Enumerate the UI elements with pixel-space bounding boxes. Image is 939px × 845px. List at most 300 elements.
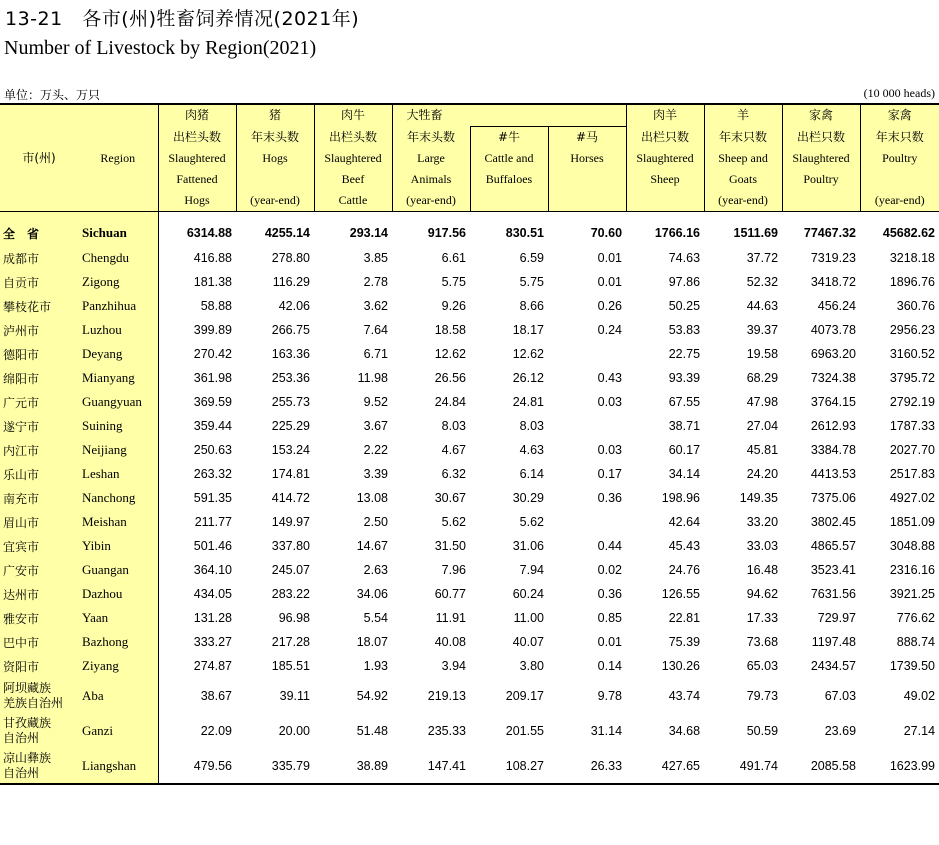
header-cattle-l5 bbox=[470, 190, 548, 212]
cell-city: 雅安市 bbox=[0, 606, 78, 630]
cell-value: 3.80 bbox=[519, 659, 544, 673]
cell-value: 3.94 bbox=[441, 659, 466, 673]
cell-value: 13.08 bbox=[356, 491, 388, 505]
header-fattened-hogs-l1: 肉猪 bbox=[158, 104, 236, 127]
cell-value: 0.24 bbox=[597, 323, 623, 337]
cell-region: Luzhou bbox=[78, 318, 158, 342]
page-title-cn: 13-21 各市(州)牲畜饲养情况(2021年) bbox=[5, 8, 360, 30]
cell-value: 24.20 bbox=[746, 467, 779, 481]
table-row bbox=[0, 438, 939, 462]
cell-value: 96.98 bbox=[278, 611, 310, 625]
header-horses-l5 bbox=[548, 190, 626, 212]
cell-value: 44.63 bbox=[746, 299, 779, 313]
cell-region: Yaan bbox=[78, 606, 158, 630]
header-fattened-hogs-l5: Hogs bbox=[158, 190, 236, 212]
cell-value: 5.62 bbox=[519, 515, 544, 529]
cell-value: 45.43 bbox=[668, 539, 701, 553]
cell-value: 51.48 bbox=[356, 723, 388, 738]
cell-value: 3384.78 bbox=[810, 443, 857, 457]
cell-value: 830.51 bbox=[505, 226, 544, 240]
header-sheep-sl-l3: Slaughtered bbox=[626, 148, 704, 169]
cell-value: 3.39 bbox=[363, 467, 388, 481]
cell-value: 11.91 bbox=[435, 611, 466, 625]
table-row bbox=[0, 510, 939, 534]
cell-city bbox=[0, 748, 78, 784]
cell-value: 34.68 bbox=[668, 723, 701, 738]
cell-value: 108.27 bbox=[470, 748, 548, 784]
header-cattle-l2: #牛 bbox=[470, 127, 548, 149]
cell-region: Guangan bbox=[78, 558, 158, 582]
header-poultry-sl-l1: 家禽 bbox=[782, 104, 860, 127]
cell-city: 攀枝花市 bbox=[0, 294, 78, 318]
cell-value: 149.35 bbox=[739, 491, 779, 505]
cell-value: 181.38 bbox=[193, 275, 232, 289]
header-horses-l4 bbox=[548, 169, 626, 190]
cell-value: 38.89 bbox=[314, 748, 392, 784]
table-row bbox=[0, 534, 939, 558]
cell-value: 266.75 bbox=[271, 323, 310, 337]
cell-value: 3802.45 bbox=[810, 515, 857, 529]
cell-value: 50.59 bbox=[746, 723, 779, 738]
cell-value: 7324.38 bbox=[810, 371, 857, 385]
cell-value: 1197.48 bbox=[811, 635, 857, 649]
header-sheep-sl-l2: 出栏只数 bbox=[626, 127, 704, 149]
cell-value: 250.63 bbox=[193, 443, 232, 457]
cell-value: 333.27 bbox=[193, 635, 232, 649]
cell-value: 6.59 bbox=[519, 251, 544, 265]
cell-value: 1739.50 bbox=[889, 659, 936, 673]
header-poultry-l3: Poultry bbox=[860, 148, 939, 169]
cell-value: 217.28 bbox=[271, 635, 310, 649]
table-header bbox=[0, 104, 939, 212]
cell-value: 31.14 bbox=[590, 723, 623, 738]
cell-value: 40.08 bbox=[434, 635, 466, 649]
cell-value: 37.72 bbox=[746, 251, 779, 265]
cell-city: 南充市 bbox=[0, 486, 78, 510]
cell-value: 0.14 bbox=[597, 659, 623, 673]
cell-city-line1: 阿坝藏族 bbox=[3, 680, 52, 695]
cell-value: 6.32 bbox=[441, 467, 466, 481]
cell-value: 30.29 bbox=[512, 491, 544, 505]
cell-value: 17.33 bbox=[746, 611, 779, 625]
cell-value: 7375.06 bbox=[810, 491, 857, 505]
table-row bbox=[0, 748, 939, 784]
cell-value: 79.73 bbox=[746, 688, 779, 703]
cell-value: 9.78 bbox=[597, 688, 623, 703]
cell-value: 153.24 bbox=[271, 443, 310, 457]
cell-city: 广安市 bbox=[0, 558, 78, 582]
table-row bbox=[0, 713, 939, 748]
cell-value: 16.48 bbox=[746, 563, 779, 577]
cell-value: 7.64 bbox=[363, 323, 388, 337]
cell-value: 24.84 bbox=[434, 395, 466, 409]
cell-value: 26.56 bbox=[434, 371, 466, 385]
cell-value: 0.85 bbox=[597, 611, 623, 625]
cell-value: 40.07 bbox=[512, 635, 544, 649]
cell-value: 7.94 bbox=[519, 563, 544, 577]
cell-region: Nanchong bbox=[78, 486, 158, 510]
cell-region: Neijiang bbox=[78, 438, 158, 462]
cell-value: 1896.76 bbox=[889, 275, 936, 289]
cell-value: 5.54 bbox=[363, 611, 388, 625]
table-row bbox=[0, 462, 939, 486]
cell-value: 73.68 bbox=[746, 635, 779, 649]
header-poultry-sl-l5 bbox=[782, 190, 860, 212]
header-fattened-hogs-l3: Slaughtered bbox=[158, 148, 236, 169]
cell-value: 6.61 bbox=[441, 251, 466, 265]
header-poultry-sl-l4: Poultry bbox=[782, 169, 860, 190]
cell-value: 434.05 bbox=[193, 587, 232, 601]
cell-value: 8.03 bbox=[441, 419, 466, 433]
table-row bbox=[0, 654, 939, 678]
unit-label-cn: 单位：万头、万只 bbox=[4, 88, 101, 102]
cell-value: 3921.25 bbox=[889, 587, 936, 601]
cell-value: 22.81 bbox=[668, 611, 701, 625]
cell-value bbox=[548, 342, 626, 366]
cell-value: 2316.16 bbox=[889, 563, 936, 577]
cell-value: 18.07 bbox=[356, 635, 388, 649]
cell-value: 185.51 bbox=[271, 659, 310, 673]
header-fattened-hogs-l4: Fattened bbox=[158, 169, 236, 190]
cell-city: 达州市 bbox=[0, 582, 78, 606]
cell-value: 0.17 bbox=[597, 467, 623, 481]
cell-value: 235.33 bbox=[427, 723, 466, 738]
cell-value: 34.14 bbox=[668, 467, 701, 481]
cell-city bbox=[0, 713, 78, 748]
cell-city-line2: 自治州 bbox=[3, 730, 40, 745]
cell-value: 7.96 bbox=[441, 563, 466, 577]
header-sheep-l1: 羊 bbox=[704, 104, 782, 127]
cell-value: 0.36 bbox=[597, 587, 623, 601]
cell-value: 3.67 bbox=[363, 419, 388, 433]
cell-value: 68.29 bbox=[746, 371, 779, 385]
cell-value: 6314.88 bbox=[186, 226, 232, 240]
cell-value: 54.92 bbox=[356, 688, 388, 703]
cell-city: 资阳市 bbox=[0, 654, 78, 678]
cell-city: 泸州市 bbox=[0, 318, 78, 342]
cell-value: 4255.14 bbox=[264, 226, 310, 240]
cell-value: 0.03 bbox=[597, 395, 623, 409]
cell-value: 4865.57 bbox=[810, 539, 857, 553]
cell-value: 9.52 bbox=[363, 395, 388, 409]
cell-value: 4413.53 bbox=[810, 467, 857, 481]
cell-value: 2027.70 bbox=[889, 443, 936, 457]
unit-label-en: (10 000 heads) bbox=[863, 86, 935, 100]
cell-value: 3160.52 bbox=[889, 347, 936, 361]
cell-value: 2.50 bbox=[363, 515, 388, 529]
cell-value: 18.17 bbox=[512, 323, 544, 337]
cell-value: 116.29 bbox=[272, 275, 310, 289]
cell-city-line2: 自治州 bbox=[3, 765, 40, 780]
cell-value: 26.12 bbox=[512, 371, 544, 385]
cell-value: 414.72 bbox=[271, 491, 310, 505]
cell-region: Sichuan bbox=[78, 212, 158, 247]
cell-value: 211.77 bbox=[194, 515, 232, 529]
cell-value: 97.86 bbox=[668, 275, 701, 289]
page-title-en: Number of Livestock by Region(2021) bbox=[4, 37, 317, 59]
table-row bbox=[0, 558, 939, 582]
cell-value: 70.60 bbox=[590, 226, 623, 240]
cell-value: 3.62 bbox=[363, 299, 388, 313]
cell-value: 2612.93 bbox=[810, 419, 857, 433]
header-cattle-l3: Cattle and bbox=[470, 148, 548, 169]
cell-region: Bazhong bbox=[78, 630, 158, 654]
cell-value: 27.04 bbox=[746, 419, 779, 433]
cell-value: 1511.69 bbox=[733, 226, 779, 240]
cell-value: 729.97 bbox=[817, 611, 857, 625]
cell-city-line1: 凉山彝族 bbox=[3, 750, 52, 765]
cell-value: 4.67 bbox=[441, 443, 466, 457]
cell-value: 45682.62 bbox=[882, 226, 936, 240]
cell-city: 自贡市 bbox=[0, 270, 78, 294]
cell-value: 0.03 bbox=[597, 443, 623, 457]
cell-city: 乐山市 bbox=[0, 462, 78, 486]
cell-value: 93.39 bbox=[668, 371, 701, 385]
cell-value: 20.00 bbox=[278, 723, 310, 738]
cell-value: 74.63 bbox=[668, 251, 701, 265]
cell-value: 416.88 bbox=[193, 251, 232, 265]
cell-value: 491.74 bbox=[704, 748, 782, 784]
cell-value: 33.03 bbox=[746, 539, 779, 553]
cell-value: 5.75 bbox=[441, 275, 466, 289]
cell-value: 149.97 bbox=[271, 515, 310, 529]
cell-region: Aba bbox=[78, 678, 158, 713]
cell-value: 9.26 bbox=[441, 299, 466, 313]
header-city: 市(州) bbox=[0, 104, 78, 212]
cell-value: 369.59 bbox=[193, 395, 232, 409]
cell-value: 335.79 bbox=[236, 748, 314, 784]
cell-value: 245.07 bbox=[271, 563, 310, 577]
cell-value: 2792.19 bbox=[889, 395, 936, 409]
cell-value: 3418.72 bbox=[810, 275, 857, 289]
cell-region: Mianyang bbox=[78, 366, 158, 390]
cell-value: 0.44 bbox=[597, 539, 623, 553]
cell-value: 49.02 bbox=[903, 688, 936, 703]
header-hogs-l1: 猪 bbox=[236, 104, 314, 127]
cell-value: 361.98 bbox=[193, 371, 232, 385]
cell-value: 22.75 bbox=[668, 347, 701, 361]
header-large-l3: Large bbox=[392, 148, 470, 169]
cell-value bbox=[548, 510, 626, 534]
cell-value: 7319.23 bbox=[810, 251, 857, 265]
cell-value: 2434.57 bbox=[810, 659, 857, 673]
cell-value: 776.62 bbox=[896, 611, 936, 625]
cell-value: 1851.09 bbox=[889, 515, 936, 529]
cell-value: 52.32 bbox=[746, 275, 779, 289]
cell-value: 4073.78 bbox=[810, 323, 857, 337]
cell-city: 广元市 bbox=[0, 390, 78, 414]
cell-value: 2085.58 bbox=[782, 748, 860, 784]
table-row bbox=[0, 678, 939, 713]
cell-value: 23.69 bbox=[824, 723, 857, 738]
cell-value: 6.14 bbox=[519, 467, 544, 481]
cell-value: 6.71 bbox=[363, 347, 388, 361]
cell-region: Meishan bbox=[78, 510, 158, 534]
cell-value: 47.98 bbox=[746, 395, 779, 409]
cell-value: 19.58 bbox=[746, 347, 779, 361]
cell-city: 遂宁市 bbox=[0, 414, 78, 438]
cell-value: 75.39 bbox=[668, 635, 701, 649]
header-beef-l3: Slaughtered bbox=[314, 148, 392, 169]
cell-city: 眉山市 bbox=[0, 510, 78, 534]
cell-value: 58.88 bbox=[200, 299, 232, 313]
cell-value: 24.76 bbox=[668, 563, 701, 577]
cell-value: 8.03 bbox=[519, 419, 544, 433]
header-sheep-sl-l4: Sheep bbox=[626, 169, 704, 190]
header-poultry-l1: 家禽 bbox=[860, 104, 939, 127]
cell-value: 26.33 bbox=[548, 748, 626, 784]
cell-value: 917.56 bbox=[427, 226, 466, 240]
header-poultry-sl-l2: 出栏只数 bbox=[782, 127, 860, 149]
cell-region: Liangshan bbox=[78, 748, 158, 784]
cell-value: 67.55 bbox=[668, 395, 701, 409]
cell-value: 0.01 bbox=[597, 251, 623, 265]
cell-value: 27.14 bbox=[903, 723, 936, 738]
header-beef-l4: Beef bbox=[314, 169, 392, 190]
cell-value: 39.11 bbox=[279, 688, 310, 703]
cell-value: 5.62 bbox=[441, 515, 466, 529]
cell-value: 3.85 bbox=[363, 251, 388, 265]
cell-value: 219.13 bbox=[427, 688, 466, 703]
cell-value: 163.36 bbox=[271, 347, 310, 361]
cell-city: 巴中市 bbox=[0, 630, 78, 654]
cell-value: 38.67 bbox=[200, 688, 232, 703]
cell-value: 6963.20 bbox=[810, 347, 857, 361]
header-fattened-hogs-l2: 出栏头数 bbox=[158, 127, 236, 149]
cell-city: 绵阳市 bbox=[0, 366, 78, 390]
header-sheep-sl-l5 bbox=[626, 190, 704, 212]
cell-value: 12.62 bbox=[434, 347, 466, 361]
table-row bbox=[0, 630, 939, 654]
cell-value: 255.73 bbox=[271, 395, 310, 409]
cell-value: 209.17 bbox=[505, 688, 544, 703]
cell-value: 253.36 bbox=[271, 371, 310, 385]
table-row bbox=[0, 294, 939, 318]
header-sheep-l3: Sheep and bbox=[704, 148, 782, 169]
cell-value: 53.83 bbox=[668, 323, 701, 337]
cell-value: 131.28 bbox=[193, 611, 232, 625]
header-sheep-l4: Goats bbox=[704, 169, 782, 190]
cell-value: 65.03 bbox=[746, 659, 779, 673]
cell-region: Dazhou bbox=[78, 582, 158, 606]
header-hogs-l2: 年末头数 bbox=[236, 127, 314, 149]
cell-value: 359.44 bbox=[193, 419, 232, 433]
cell-value: 30.67 bbox=[434, 491, 466, 505]
table-row bbox=[0, 246, 939, 270]
cell-value: 399.89 bbox=[193, 323, 232, 337]
cell-value: 7631.56 bbox=[810, 587, 857, 601]
header-sheep-l2: 年末只数 bbox=[704, 127, 782, 149]
cell-value: 337.80 bbox=[271, 539, 310, 553]
cell-region: Guangyuan bbox=[78, 390, 158, 414]
header-hogs-l4 bbox=[236, 169, 314, 190]
header-poultry-sl-l3: Slaughtered bbox=[782, 148, 860, 169]
cell-value bbox=[548, 414, 626, 438]
cell-region: Ganzi bbox=[78, 713, 158, 748]
cell-value: 24.81 bbox=[512, 395, 544, 409]
cell-value: 1766.16 bbox=[654, 226, 701, 240]
cell-value: 3048.88 bbox=[889, 539, 936, 553]
cell-value: 34.06 bbox=[356, 587, 388, 601]
cell-value: 3523.41 bbox=[810, 563, 857, 577]
cell-value: 94.62 bbox=[746, 587, 779, 601]
table-row bbox=[0, 606, 939, 630]
cell-value: 0.02 bbox=[597, 563, 623, 577]
cell-value: 198.96 bbox=[661, 491, 701, 505]
cell-value: 3764.15 bbox=[810, 395, 857, 409]
cell-value: 43.74 bbox=[668, 688, 701, 703]
header-beef-l2: 出栏头数 bbox=[314, 127, 392, 149]
cell-city: 德阳市 bbox=[0, 342, 78, 366]
header-sheep-sl-l1: 肉羊 bbox=[626, 104, 704, 127]
table-row bbox=[0, 366, 939, 390]
cell-value: 18.58 bbox=[434, 323, 466, 337]
cell-region: Panzhihua bbox=[78, 294, 158, 318]
cell-value: 501.46 bbox=[193, 539, 232, 553]
header-hogs-l5: (year-end) bbox=[236, 190, 314, 212]
cell-region: Yibin bbox=[78, 534, 158, 558]
cell-value: 2.78 bbox=[363, 275, 388, 289]
cell-value: 130.26 bbox=[661, 659, 701, 673]
cell-value: 364.10 bbox=[193, 563, 232, 577]
cell-value: 225.29 bbox=[271, 419, 310, 433]
cell-value: 4927.02 bbox=[889, 491, 936, 505]
header-region: Region bbox=[78, 104, 158, 212]
header-large-l5: (year-end) bbox=[392, 190, 470, 212]
table-row bbox=[0, 414, 939, 438]
cell-value: 1.93 bbox=[363, 659, 388, 673]
cell-city bbox=[0, 678, 78, 713]
cell-value: 270.42 bbox=[193, 347, 232, 361]
cell-region: Leshan bbox=[78, 462, 158, 486]
table-row bbox=[0, 390, 939, 414]
cell-value: 2.63 bbox=[363, 563, 388, 577]
livestock-table bbox=[0, 103, 939, 785]
cell-city: 宜宾市 bbox=[0, 534, 78, 558]
cell-region: Ziyang bbox=[78, 654, 158, 678]
cell-value: 31.06 bbox=[512, 539, 544, 553]
cell-value: 33.20 bbox=[746, 515, 779, 529]
cell-value: 126.55 bbox=[661, 587, 701, 601]
cell-value: 2.22 bbox=[363, 443, 388, 457]
cell-value: 14.67 bbox=[356, 539, 388, 553]
cell-value: 0.36 bbox=[597, 491, 623, 505]
cell-value: 50.25 bbox=[668, 299, 701, 313]
cell-region: Chengdu bbox=[78, 246, 158, 270]
cell-value: 1623.99 bbox=[860, 748, 939, 784]
cell-value: 42.64 bbox=[668, 515, 701, 529]
table-row bbox=[0, 342, 939, 366]
cell-value: 45.81 bbox=[746, 443, 779, 457]
cell-value: 427.65 bbox=[626, 748, 704, 784]
cell-value: 0.43 bbox=[597, 371, 623, 385]
cell-value: 1787.33 bbox=[889, 419, 936, 433]
cell-value: 22.09 bbox=[200, 723, 232, 738]
cell-value: 11.00 bbox=[513, 611, 544, 625]
cell-value: 4.63 bbox=[519, 443, 544, 457]
cell-value: 360.76 bbox=[896, 299, 936, 313]
header-poultry-l4 bbox=[860, 169, 939, 190]
cell-value: 0.26 bbox=[597, 299, 623, 313]
cell-value: 3795.72 bbox=[889, 371, 936, 385]
table-row bbox=[0, 270, 939, 294]
header-cattle-l4: Buffaloes bbox=[470, 169, 548, 190]
cell-value: 39.37 bbox=[746, 323, 779, 337]
cell-city: 成都市 bbox=[0, 246, 78, 270]
cell-city-line2: 羌族自治州 bbox=[3, 695, 64, 710]
cell-value: 278.80 bbox=[271, 251, 310, 265]
cell-value: 31.50 bbox=[434, 539, 466, 553]
